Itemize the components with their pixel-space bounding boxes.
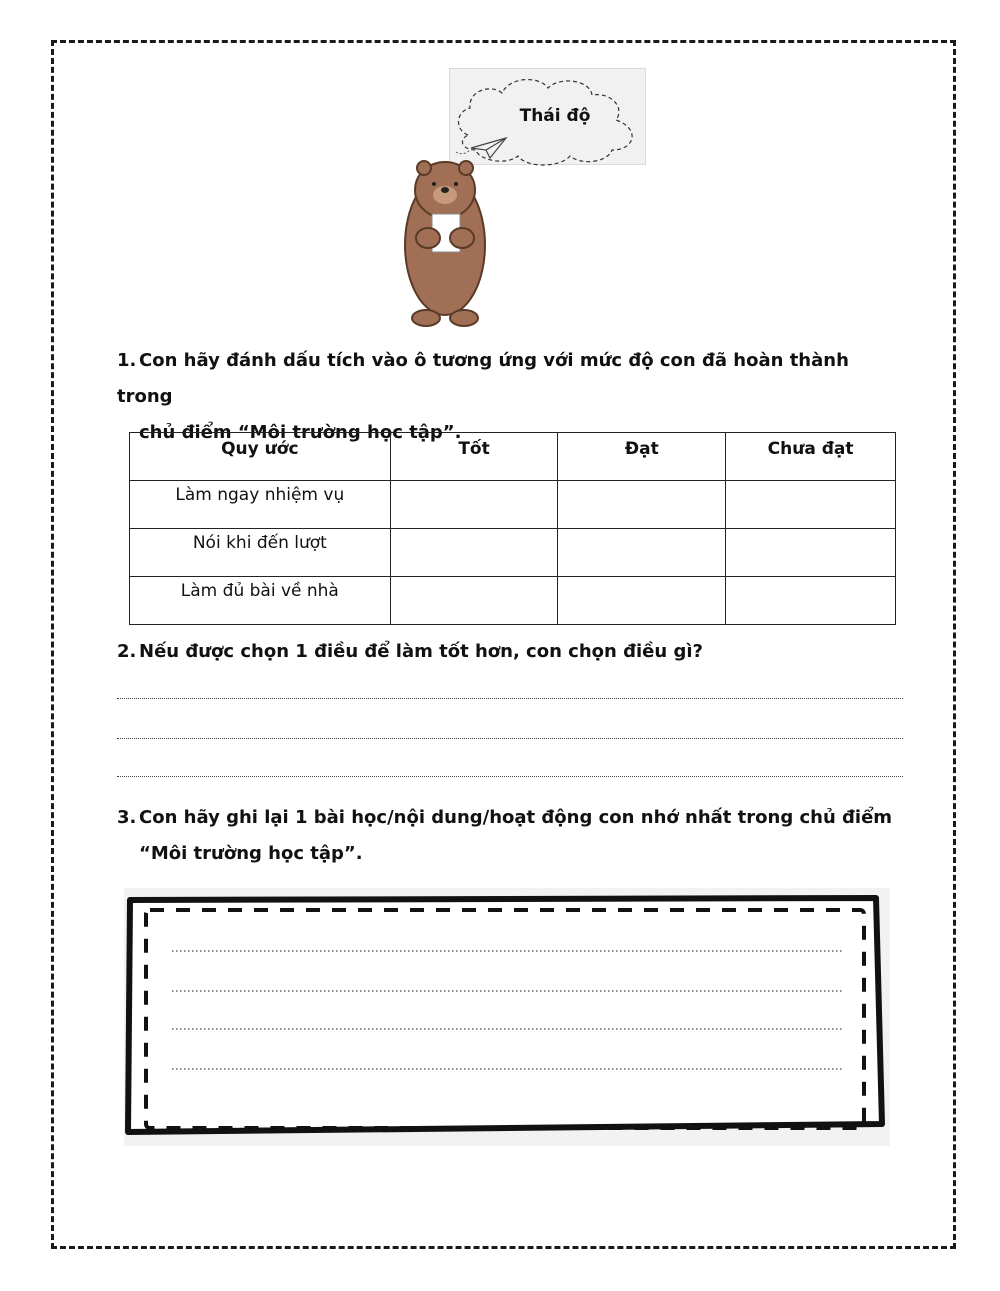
check-cell-tot[interactable]: [390, 529, 558, 577]
question-text-line2: “Môi trường học tập”.: [139, 843, 363, 864]
table-row: [130, 481, 896, 529]
paper-plane-icon: [471, 138, 506, 158]
column-header: Quy ước: [130, 433, 391, 481]
check-cell-tot[interactable]: [390, 481, 558, 529]
answer-line[interactable]: [117, 738, 903, 739]
self-assessment-table: [129, 432, 896, 625]
check-cell-chua-dat[interactable]: [726, 529, 896, 577]
check-cell-dat[interactable]: [558, 529, 726, 577]
cloud-title: Thái độ: [519, 106, 591, 126]
row-label: Làm ngay nhiệm vụ: [130, 481, 391, 529]
question-number: 3.: [117, 807, 137, 828]
row-label: Làm đủ bài về nhà: [130, 577, 391, 625]
check-cell-chua-dat[interactable]: [726, 481, 896, 529]
table-row: [130, 577, 896, 625]
column-header: Chưa đạt: [726, 433, 896, 481]
answer-line[interactable]: [117, 698, 903, 699]
check-cell-chua-dat[interactable]: [726, 577, 896, 625]
check-cell-dat[interactable]: [558, 481, 726, 529]
question-text: Nếu được chọn 1 điều để làm tốt hơn, con chọn điều gì?: [139, 641, 703, 662]
table-row: [130, 529, 896, 577]
row-label: Nói khi đến lượt: [130, 529, 391, 577]
table-header-row: [130, 433, 896, 481]
bear-icon: [405, 161, 485, 326]
question-2: [117, 634, 703, 670]
check-cell-tot[interactable]: [390, 577, 558, 625]
question-number: 1.: [117, 350, 137, 371]
column-header: Đạt: [558, 433, 726, 481]
question-number: 2.: [117, 641, 137, 662]
check-cell-dat[interactable]: [558, 577, 726, 625]
column-header: Tốt: [390, 433, 558, 481]
question-3: [117, 800, 907, 872]
question-text-line1: Con hãy ghi lại 1 bài học/nội dung/hoạt động con nhớ nhất trong chủ điểm: [139, 807, 893, 828]
writing-frame: [124, 888, 890, 1146]
answer-line[interactable]: [117, 776, 903, 777]
question-text-line1: Con hãy đánh dấu tích vào ô tương ứng với mức độ con đã hoàn thành trong: [117, 350, 849, 407]
question-text-line2: chủ điểm “Môi trường học tập”.: [139, 422, 462, 443]
